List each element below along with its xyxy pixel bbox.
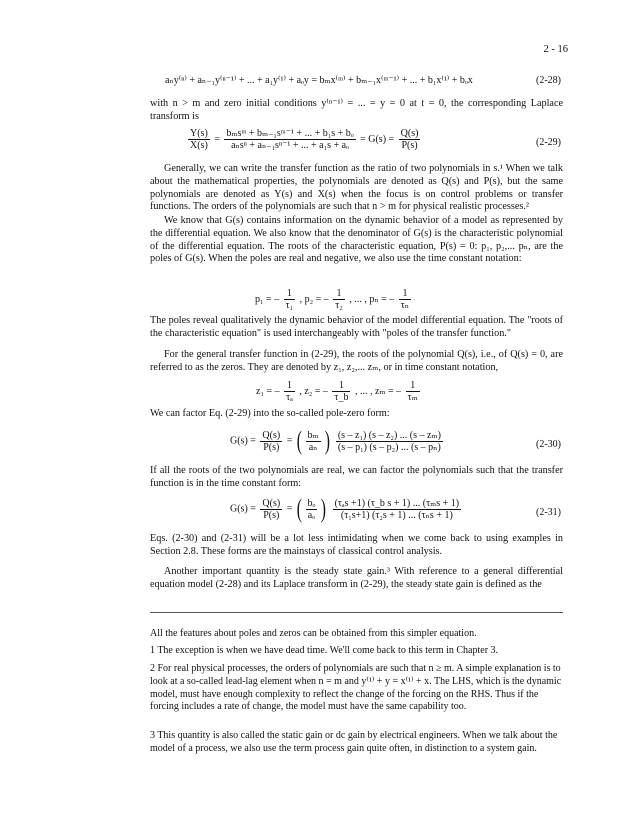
denominator: P(s) [263, 509, 280, 521]
denominator: aₒ [307, 509, 316, 521]
denominator: aₙ [308, 441, 318, 453]
paragraph-laplace-intro: with n > m and zero initial conditions y⁽ⁿ⁻¹⁾ = ... = y = 0 at t = 0, the corresponding Laplace transform is [150, 98, 563, 122]
equation-number-2-29: (2-29) [536, 137, 561, 148]
fraction-polynomial [224, 128, 355, 151]
numerator: bₒ [307, 497, 316, 509]
paragraph-transfer-function: Generally, we can write the transfer function as the ratio of two polynomials in s.¹ When we talk about the mathematical properties, the polynomials are denoted as Q(s) and P(s), but the same polynomials are denoted as Y(s) and X(s) when the focus is on control problems or transfer functions. The orders of the polynomials are such that n > m for physical realistic processes.² [150, 163, 563, 213]
numerator: 1 [332, 380, 350, 392]
paragraph-zeros: For the general transfer function in (2-29), the roots of the polynomial Q(s), i.e., of Q(s) = 0, are referred to as the zeros. They are denoted by z₁, z₂,... zₘ, or in time constant notation, [150, 349, 563, 373]
numerator: 1 [333, 288, 345, 300]
numerator: (τₐs +1) (τ_b s + 1) ... (τₘs + 1) [334, 497, 460, 509]
denominator: τ₁ [285, 300, 294, 311]
fraction-1-over-taua [284, 380, 295, 403]
lhs: G(s) = [230, 503, 256, 515]
fraction-q-over-p [260, 498, 282, 521]
fraction-1-over-tau2 [333, 288, 345, 311]
poles-equation [255, 288, 413, 311]
left-paren: ( [296, 494, 302, 523]
numerator: Q(s) [262, 497, 281, 509]
zero-2-label: , z₂ = – [299, 385, 328, 397]
paragraph-steady-state-gain: Another important quantity is the steady state gain.³ With reference to a general differential equation model (2-28) and its Laplace transform in (2-29), the steady state gain is defined as the [150, 566, 563, 590]
zeros-equation [256, 380, 422, 403]
equation-2-29: $\frac{Y(s)}{X(s)}$ = $\frac{\text{bₘsᵐ + bₘ₋₁sᵐ⁻¹ + ... + b₁s + bₒ}}{\text{aₙsⁿ + aₙ₋₁sⁿ⁻¹ + ... + a₁s + aₒ}}$ = G(s) = $\frac{Q(s)}{P(s)}$ [190, 128, 419, 151]
numerator: (s – z₁) (s – z₂) ... (s – zₘ) [337, 429, 441, 441]
footnote-3: 3 This quantity is also called the static gain or dc gain by electrical engineers. When we talk about the model of a process, we also use the term process gain quite often, in distinction to a system gain. [150, 730, 558, 754]
fraction-1-over-taub [332, 380, 350, 403]
equation-2-28: aₙy⁽ⁿ⁾ + aₙ₋₁y⁽ⁿ⁻¹⁾ + ... + a₁y⁽¹⁾ + aₒy = bₘx⁽ᵐ⁾ + bₘ₋₁x⁽ᵐ⁻¹⁾ + ... + b₁x⁽¹⁾ + bₒx [165, 75, 473, 86]
right-paren: ) [324, 426, 330, 455]
equation-number-2-28: (2-28) [536, 75, 561, 86]
fraction-bo-over-ao [306, 498, 318, 521]
footnote-1: 1 The exception is when we have dead time. We'll come back to this term in Chapter 3. [150, 645, 499, 656]
page-number: 2 - 16 [543, 44, 568, 55]
numerator: 1 [406, 380, 420, 392]
paragraph-time-constant-form: If all the roots of the two polynomials are real, we can factor the polynomials such that the transfer function is in the time constant form: [150, 465, 563, 489]
numerator: Y(s) [190, 128, 208, 139]
equation-2-30: G(s) = $\frac{Q(s)}{P(s)}$ = ( $\frac{\text{bₘ}}{\text{aₙ}}$ ) $\frac{\text{(s – z₁) (s – z₂) ... (s – zₘ)}}{\text{(s – p₁) (s – p₂) ... (s – pₙ)}}$ [230, 426, 441, 455]
denominator: P(s) [401, 140, 418, 151]
fraction-1-over-tau1 [284, 288, 296, 311]
pole-1-label: p₁ = – [255, 293, 280, 305]
fraction-q-over-p [260, 430, 282, 453]
denominator: τₐ [286, 392, 293, 403]
footnote-intro: All the features about poles and zeros can be obtained from this simpler equation. [150, 628, 477, 639]
numerator: 1 [399, 288, 411, 300]
fraction-1-over-taun [399, 288, 411, 311]
denominator: aₙsⁿ + aₙ₋₁sⁿ⁻¹ + ... + a₁s + aₒ [231, 140, 349, 151]
numerator: 1 [284, 288, 296, 300]
fraction-factored [336, 430, 443, 453]
numerator: 1 [284, 380, 295, 392]
denominator: τₘ [407, 392, 418, 403]
denominator: τₙ [400, 300, 410, 311]
left-paren: ( [296, 426, 302, 455]
numerator: Q(s) [400, 128, 419, 139]
denominator: τ₂ [335, 300, 343, 311]
paragraph-intimidating: Eqs. (2-30) and (2-31) will be a lot less intimidating when we come back to using examples in Section 2.8. These forms are the mainstays of classical control analysis. [150, 533, 563, 557]
paragraph-poles: We know that G(s) contains information on the dynamic behavior of a model as represented by the differential equation. We also know that the denominator of G(s) is the characteristic polynomial of the differential equation. The roots of the characteristic equation, P(s) = 0: p₁, p₂,... pₙ, are the poles of G(s). When the poles are real and negative, we also use the time constant notation: [150, 215, 563, 265]
equation-2-31: G(s) = $\frac{Q(s)}{P(s)}$ = ( $\frac{\text{bₒ}}{\text{aₒ}}$ ) $\frac{\text{(τₐs +1) (τ\_b s + 1) ... (τₘs + 1)}}{\text{(τ₁s+1) (τ₂s + 1) ... (τₙs + 1)}}$ [230, 494, 460, 523]
footnote-divider [150, 612, 563, 613]
denominator: (τ₁s+1) (τ₂s + 1) ... (τₙs + 1) [340, 509, 453, 521]
zero-m-label: , ... , zₘ = – [354, 385, 402, 397]
pole-n-label: , ... , pₙ = – [349, 293, 395, 305]
numerator: bₘsᵐ + bₘ₋₁sᵐ⁻¹ + ... + b₁s + bₒ [226, 128, 354, 139]
fraction-bm-over-an [306, 430, 321, 453]
fraction-q-over-p [399, 128, 421, 151]
paragraph-pole-zero-form: We can factor Eq. (2-29) into the so-called pole-zero form: [150, 408, 390, 419]
denominator: P(s) [263, 441, 280, 453]
numerator: Q(s) [262, 429, 281, 441]
right-paren: ) [321, 494, 327, 523]
zero-1-label: z₁ = – [256, 385, 280, 397]
lhs: G(s) = [230, 435, 256, 447]
pole-2-label: , p₂ = – [299, 293, 329, 305]
equation-number-2-31: (2-31) [536, 507, 561, 518]
denominator: τ_b [334, 392, 349, 403]
denominator: (s – p₁) (s – p₂) ... (s – pₙ) [337, 441, 441, 453]
equals-g: = G(s) = [360, 133, 395, 145]
footnote-2: 2 For real physical processes, the orders of polynomials are such that n ≥ m. A simple explanation is to look at a so-called lead-lag element when n = m and y⁽¹⁾ + y = x⁽¹⁾ + x. The LHS, which is the dynamic model, must have enough complexity to reflect the change of the forcing on the RHS. Thus if the forcing includes a rate of change, the model must have the same capability too. [150, 663, 562, 713]
paragraph-poles-reveal: The poles reveal qualitatively the dynamic behavior of the model differential equation. The "roots of the characteristic equation" is used interchangeably with "poles of the transfer function." [150, 315, 563, 339]
fraction-y-over-x [188, 128, 210, 151]
fraction-time-constants [333, 498, 462, 521]
equation-number-2-30: (2-30) [536, 439, 561, 450]
denominator: X(s) [190, 140, 208, 151]
numerator: bₘ [307, 429, 319, 441]
fraction-1-over-taum [406, 380, 420, 403]
